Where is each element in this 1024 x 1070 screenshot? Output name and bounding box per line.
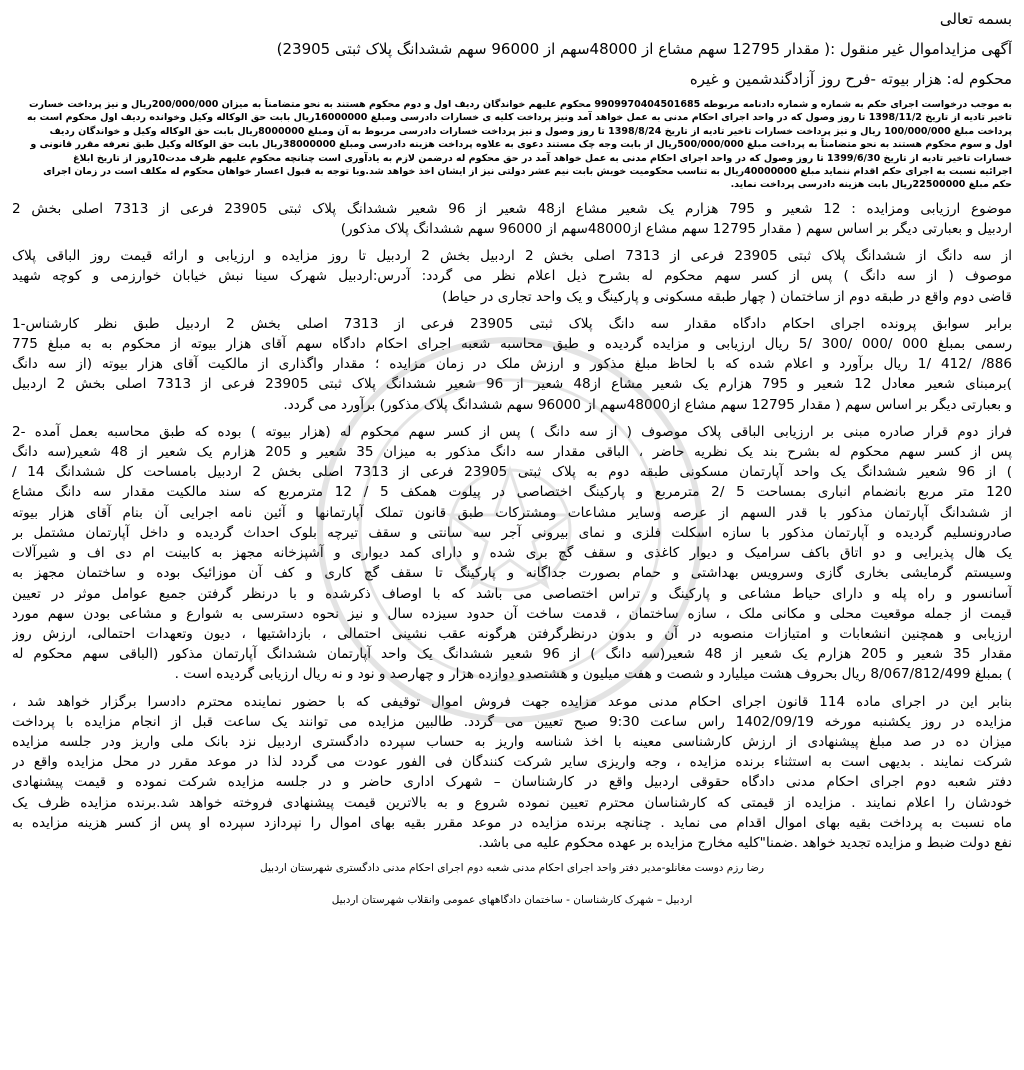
- property-line: موصوف ( از سه دانگ ) پس از کسر سهم محکوم له بشرح ذیل اعلام نظر می گردد: آدرس:اردبیل شهرک سینا نبش خیابان خوارزمی و کوچه شهید: [12, 268, 1012, 285]
- para3-line: نفع دولت ضبط و مزایده تجدید خواهد .ضمنا"کلیه مخارج مزایده بر عهده محکوم علیه می باشد.: [478, 834, 1012, 851]
- property-line: از سه دانگ از ششدانگ پلاک ثبتی 23905 فرعی از 7313 اصلی بخش 2 اردبیل بخش 2 اردبیل تا روز مزایده و ارزیابی و ارائه قیمت روز الباقی پلاک: [12, 248, 1012, 265]
- para2-line: ) از 96 شعیر ششدانگ یک واحد آپارتمان مسکونی طبقه دوم به پلاک ثبتی 23905 فرعی از 7313 اصلی بخش 2 اردبیل بامساحت کل ششدانگ 14 /: [12, 464, 1012, 481]
- para2-line: آسانسور و راه پله و دارای حیاط مشاعی و پارکینگ و تراس اختصاصی می باشد که با اوصاف ذکرشده و با درنظر گرفتن جمیع عوامل موثر در تعیین: [12, 585, 1012, 602]
- intro-line: تاخیر تادیه از تاریخ 1398/11/2 تا روز وصول که در واحد اجرای احکام مدنی به عمل خواهد آمد ونیز پرداخت کلیه ی خسارات دادرسی ومبلغ 16000000ریال بابت حق الوکاله وکیل وخوانده ردیف اول محکوم است به: [27, 112, 1012, 124]
- para2-line: وسیستم گرمایشی بخاری گازی وسرویس بهداشتی و حمام بصورت جداگانه و پارکینگ تا سقف گچ کاری و کف آن موزائیک بوده و ساختمان مجهز به: [12, 565, 1012, 582]
- footer-address: اردبیل – شهرک کارشناسان - ساختمان دادگاههای عمومی وانقلاب شهرستان اردبیل: [331, 894, 693, 907]
- para3-line: بنابر این در اجرای ماده 114 قانون اجرای احکام مدنی موعد مزایده جهت فروش اموال توقیفی که با حضور نماینده محترم دادسرا برگزار خواهد شد ،: [12, 693, 1012, 710]
- paragraph-2: [12, 422, 1012, 685]
- subject-line: موضوع ارزیابی ومزایده : 12 شعیر و 795 هزارم یک شعیر مشاع از48 شعیر از 96 شعیر ششدانگ پلاک ثبتی 23905 فرعی از 7313 اصلی بخش 2: [12, 200, 1012, 217]
- para3-line: دفتر شعبه دوم اجرای احکام مدنی دادگاه حقوقی اردبیل واقع در کارشناسان – شهرک اداری حاضر و در جلسه مزایده شرکت نموده و قیمت پیشنهادی: [12, 774, 1012, 791]
- intro-line: اجرائیه نسبت به اجرای حکم اقدام ننماید مبلغ 40000000ریال به تناسب محکومیت خویش بابت نیم عشر دولتی نیز از ایشان اخذ خواهد شد.وبا توجه به قبول اعسار خواهان محکوم له مکلف است در زمان اجرای: [43, 166, 1012, 178]
- intro-line: خسارات تاخیر تادیه از تاریخ 1399/6/30 تا روز وصول که در واحد اجرای احکام مدنی به عمل خواهد آمد در حق محکوم له درضمن لازم به یادآوری است چنانچه محکوم علیهم ظرف مدت10روز از تاریخ ابلاغ: [73, 152, 1012, 164]
- para2-line: صادرونسلیم گردیده و آپارتمان مذکور با سازه اسکلت فلزی و نمای بیرونی آجر سه سانتی و سقف تیرچه بلوک احداث گردیده و داخل آپارتمان مشتمل بر: [12, 524, 1012, 541]
- intro-paragraph: [12, 98, 1012, 192]
- subject-paragraph: [12, 199, 1012, 239]
- intro-line: به موجب درخواست اجرای حکم به شماره و شماره دادنامه مربوطه 9909970404501685 محکوم علیهم خواندگان ردیف اول و دوم محکوم هستند به نحو متضامناً به میزان 200/000/000ریال و نیز پرداخت خسارت: [28, 99, 1012, 110]
- para3-line: میزان ده در صد مبلغ پیشنهادی از ارزش کارشناسی معینه با اخذ شناسه واریز به حساب سپرده دادگستری اردبیل نزد بانک ملی واریز ودر جلسه مزایده: [12, 733, 1012, 750]
- para1-line: و بعبارتی دیگر بر اساس سهم ( مقدار 12795 سهم مشاع از48000سهم از 96000 سهم ششدانگ پلاک مذکور) برآورد می گردد.: [283, 396, 1012, 413]
- intro-line: حکم مبلغ 22500000ریال بابت هزینه دادرسی پرداخت نماید.: [730, 179, 1012, 191]
- para1-line: برابر سوابق پرونده اجرای احکام دادگاه مقدار سه دانگ پلاک ثبتی 23905 فرعی از 7313 اصلی بخش 2 اردبیل طبق نظر کارشناس-1: [12, 315, 1012, 332]
- header-basmala: بسمه تعالی: [939, 10, 1012, 28]
- para2-line: پس از کسر سهم محکوم له بشرح بند یک نظریه حاضر ، الباقی مقدار سه دانگ مذکور به میزان 35 شعیر و 205 هزارم یک شعیر از 48 شعیر(سه دانگ: [12, 444, 1012, 461]
- para1-line: )برمبنای شعیر معادل 12 شعیر و 795 هزارم یک شعیر مشاع از48 شعیر از 96 شعیر ششدانگ پلاک ثبتی 23905 فرعی از 7313 اصلی بخش 2 اردبیل: [12, 376, 1012, 393]
- notice-subtitle: محکوم له: هزار بیوته -فرح روز آزادگندشمین و غیره: [689, 70, 1012, 88]
- property-paragraph: [12, 246, 1012, 307]
- notice-title: آگهی مزایداموال غیر منقول :( مقدار 12795 سهم مشاع از 48000سهم از 96000 سهم ششدانگ پلاک ثبتی 23905): [276, 40, 1012, 58]
- para1-line: رسمی بمبلغ 000 /000 /300 /5 ریال ارزیابی و مزایده گردیده و طبق محاسبه شعبه اجرای احکام دادگاه سهم آقای هزار بیوته از محکوم به به مبلغ 775: [12, 336, 1012, 353]
- para2-line: فراز دوم قرار صادره مبنی بر ارزیابی الباقی پلاک موصوف ( از سه دانگ ) پس از کسر سهم محکوم له (هزار بیوته ) بوده که طبق محاسبه بعمل آمده -2: [12, 423, 1012, 440]
- paragraph-3: [12, 692, 1012, 854]
- paragraph-1: [12, 314, 1012, 415]
- footer-signature: رضا رزم دوست مغانلو-مدیر دفتر واحد اجرای احکام مدنی شعبه دوم اجرای احکام مدنی دادگستری شهرستان اردبیل: [260, 862, 764, 875]
- para3-line: ماه نسبت به پرداخت بقیه بهای اموال اقدام می نماید . چنانچه برنده مزایده در موعد مقرر بقیه بهای اموال را نپردازد سپرده او پس از کسر هزینه مزایده به: [12, 814, 1012, 831]
- para2-line: 120 متر مربع بانضمام انباری بمساحت 5 /2 مترمربع و پارکینگ اختصاصی در پیلوت همکف 5 / 12 مترمربع که سند مالکیت مقدار سه دانگ مشاع: [12, 484, 1012, 501]
- para3-line: شرکت نمایند . بدیهی است به استثناء برنده مزایده ، وجه واریزی سایر شرکت کنندگان فی الفور عودت می گردد لذا در موعد مقرر در محل مزایده واقع در: [12, 754, 1012, 771]
- para2-line: یک هال پذیرایی و دو اتاق باکف سرامیک و دیوار کاغذی و سقف گچ بری شده و دارای کمد دیواری و آشپزخانه مجهز به کابینت ام دی اف و شیرآلات: [12, 545, 1012, 562]
- para2-line: مقدار 35 شعیر و 205 هزارم یک شعیر از 48 شعیر(سه دانگ ) از 96 شعیر ششدانگ یک واحد آپارتمان ششدانگ آپارتمان مذکور (الباقی سهم محکوم له: [12, 646, 1012, 663]
- para3-line: خودشان را اعلام نمایند . مزایده از قیمتی که کارشناسان محترم تعیین نموده شروع و به بالاترین قیمت پیشنهادی فروخته خواهد شد.برنده مزایده ظرف یک: [12, 794, 1012, 811]
- para2-line: قیمت از جمله موقعیت محلی و مکانی ملک ، سازه ساختمان ، قدمت ساخت آن حدود سیزده سال و نیز نحوه دسترسی به شوارع و مشاعی بودن سهم مورد: [12, 605, 1012, 622]
- intro-line: اول و سوم محکوم هستند به نحو متضامناً به پرداخت مبلغ 500/000/000ریال از بابت وجه چک مستند دعوی به علاوه پرداخت هزینه دادرسی ومبلغ 38000000ریال بابت حق الوکاله وکیل طبق تعرفه مقرر قانونی و: [30, 139, 1012, 151]
- para1-line: 886/ /412 /1 ریال برآورد و اعلام شده که با لحاظ مبلغ مذکور و ارزش ملک در زمان مزایده ؛ مقدار واگذاری از مالکیت آقای هزار بیوته (از سه دانگ: [12, 356, 1012, 373]
- subject-line: اردبیل و بعبارتی دیگر بر اساس سهم ( مقدار 12795 سهم مشاع از48000سهم از 96000 سهم ششدانگ پلاک مذکور): [340, 221, 1012, 238]
- para2-line: ) بمبلغ 8/067/812/499 ریال بحروف هشت میلیارد و شصت و هفت میلیون و هشتصدو دوازده هزار و چهارصد و نود و نه ریال ارزیابی گردیده است .: [174, 666, 1012, 683]
- para3-line: مزایده در روز یکشنبه مورخه 1402/09/19 راس ساعت 9:30 صبح تعیین می گردد. طالبین مزایده می توانند یک ساعت قبل از انجام مزایده با پرداخت: [12, 713, 1012, 730]
- property-line: قاضی دوم واقع در طبقه دوم از ساختمان ( چهار طبقه مسکونی و پارکینگ و یک واحد تجاری در حیاط): [442, 288, 1012, 305]
- intro-line: پرداخت مبلغ 100/000/000 ریال و نیز پرداخت خسارات تاخیر تادیه از تاریخ 1398/8/24 تا روز وصول و نیز پرداخت خسارات دادرسی مربوط به آن ومبلغ 8000000ریال بابت حق الوکاله وکیل و خواندگان ردیف: [49, 125, 1012, 137]
- para2-line: ارزیابی و همچنین انشعابات و امتیازات منصوبه در آن و بدون درنظرگرفتن هرگونه عقب نشینی احتمالی ، بازداشتیها ، دیون وتعهدات احتمالی، ارزش روز: [12, 625, 1012, 642]
- para2-line: از ششدانگ آپارتمان مذکور با قدر السهم از عرصه وسایر مشاعات ومشترکات طبق قانون تملک آپارتمانها و آئین نامه اجرایی آن بنام آقای هزار بیوته: [12, 504, 1012, 521]
